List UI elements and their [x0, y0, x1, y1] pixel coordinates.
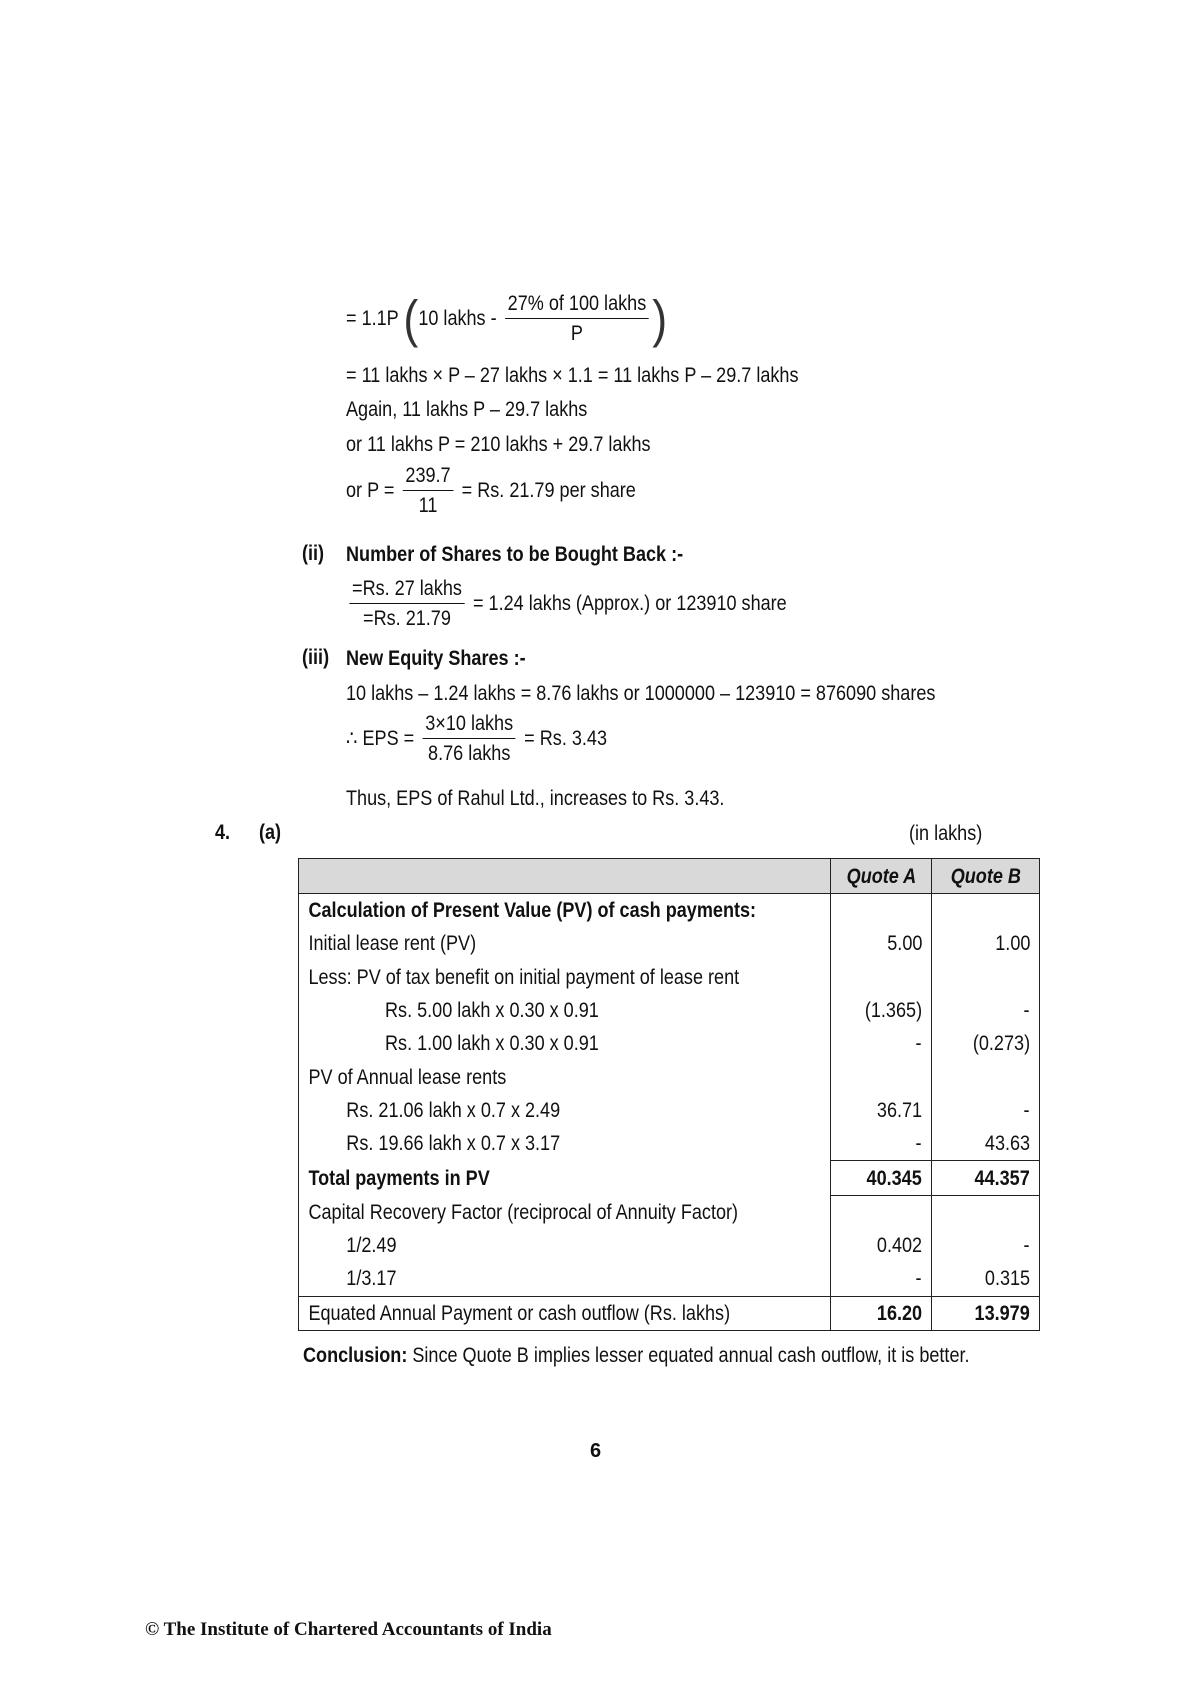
eps-equation: [346, 712, 607, 767]
row-a-cell: [831, 1262, 932, 1296]
part-iii-heading: New Equity Shares :-: [346, 647, 526, 670]
table-row: [299, 894, 1040, 928]
row-value-b: -: [1023, 1234, 1031, 1258]
eq-line-1-inner: 10 lakhs -: [418, 307, 497, 331]
fraction-numerator: 239.7: [403, 464, 453, 491]
row-label-cell: [299, 894, 831, 928]
row-a-cell: [831, 1127, 932, 1161]
right-paren: ): [652, 290, 668, 349]
question-number: 4.: [215, 821, 231, 844]
table-row: [299, 1127, 1040, 1161]
row-value-b: 44.357: [974, 1166, 1031, 1190]
row-label-cell: [299, 1127, 831, 1161]
table-row: [299, 994, 1040, 1027]
row-b-cell: [932, 1094, 1040, 1127]
row-value-b: (0.273): [972, 1032, 1031, 1056]
row-a-cell: [831, 894, 932, 928]
row-label: Rs. 21.06 lakh x 0.7 x 2.49: [346, 1098, 561, 1122]
fraction-denominator: =Rs. 21.79: [363, 607, 451, 630]
row-a-cell: [831, 1161, 932, 1195]
row-b-cell: [932, 1262, 1040, 1296]
eps-result: = Rs. 3.43: [524, 727, 608, 751]
row-value-a: 36.71: [876, 1098, 923, 1122]
header-quote-a-label: Quote A: [846, 864, 917, 888]
row-label: Equated Annual Payment or cash outflow (Rs. lakhs): [308, 1301, 731, 1325]
row-b-cell: [932, 894, 1040, 928]
table-row: [299, 1229, 1040, 1262]
lease-comparison-table: [298, 858, 1040, 1331]
footer-copyright: © The Institute of Chartered Accountants of India: [145, 1619, 552, 1640]
page-number: 6: [589, 1440, 602, 1462]
part-ii-result: = 1.24 lakhs (Approx.) or 123910 share: [472, 592, 787, 616]
row-value-a: 5.00: [886, 932, 923, 956]
header-quote-b-label: Quote B: [950, 864, 1022, 888]
part-ii-label: (ii): [302, 542, 325, 565]
header-blank-cell: [299, 859, 831, 894]
row-label: Total payments in PV: [308, 1166, 490, 1190]
row-b-cell: [932, 1161, 1040, 1195]
header-quote-b: [932, 859, 1040, 894]
conclusion-label: Conclusion:: [303, 1344, 408, 1367]
eq-line-5-suffix: = Rs. 21.79 per share: [461, 479, 636, 503]
row-value-a: 0.402: [876, 1234, 923, 1258]
row-label: Capital Recovery Factor (reciprocal of Annuity Factor): [308, 1200, 739, 1224]
row-value-a: -: [915, 1032, 923, 1056]
eq-line-5-prefix: or P =: [346, 479, 395, 503]
eq-line-5: [346, 464, 636, 519]
row-a-cell: [831, 1060, 932, 1093]
row-value-b: 1.00: [994, 932, 1031, 956]
eq-line-4: or 11 lakhs P = 210 lakhs + 29.7 lakhs: [346, 433, 651, 456]
row-label: Initial lease rent (PV): [308, 932, 477, 956]
row-b-cell: [932, 1195, 1040, 1229]
eq-line-1-prefix: = 1.1P: [346, 307, 399, 331]
fraction-239: [403, 464, 453, 519]
table-row: [299, 1060, 1040, 1093]
header-quote-a: [831, 859, 932, 894]
row-value-b: -: [1023, 1098, 1031, 1122]
table-row: [299, 1094, 1040, 1127]
row-value-b: 13.979: [974, 1301, 1031, 1325]
part-ii-equation: [346, 577, 787, 632]
part-iii-line-1: 10 lakhs – 1.24 lakhs = 8.76 lakhs or 1000000 – 123910 = 876090 shares: [346, 682, 936, 705]
row-b-cell: [932, 1296, 1040, 1330]
row-a-cell: [831, 994, 932, 1027]
table-row: [299, 961, 1040, 994]
row-label-cell: [299, 961, 831, 994]
fraction-numerator: =Rs. 27 lakhs: [349, 577, 464, 604]
table-row: [299, 1027, 1040, 1060]
row-value-a: -: [915, 1267, 923, 1291]
row-label-cell: [299, 1229, 831, 1262]
row-label-cell: [299, 1296, 831, 1330]
eq-line-2: = 11 lakhs × P – 27 lakhs × 1.1 = 11 lakhs P – 29.7 lakhs: [346, 364, 799, 387]
conclusion: [303, 1343, 970, 1369]
eq-line-3: Again, 11 lakhs P – 29.7 lakhs: [346, 398, 588, 421]
row-value-b: 43.63: [984, 1132, 1031, 1156]
row-label: Rs. 5.00 lakh x 0.30 x 0.91: [385, 999, 599, 1023]
row-label: Rs. 1.00 lakh x 0.30 x 0.91: [385, 1032, 599, 1056]
row-label-cell: [299, 1094, 831, 1127]
row-a-cell: [831, 1229, 932, 1262]
table-row-final: [299, 1296, 1040, 1330]
row-label-cell: [299, 1195, 831, 1229]
row-b-cell: [932, 1060, 1040, 1093]
row-value-a: 16.20: [876, 1301, 923, 1325]
fraction-denominator: 8.76 lakhs: [428, 742, 511, 765]
left-paren: (: [403, 290, 419, 349]
row-label: PV of Annual lease rents: [308, 1065, 507, 1089]
table-row-total: [299, 1161, 1040, 1195]
row-label: 1/2.49: [346, 1234, 397, 1258]
row-label: Less: PV of tax benefit on initial payment of lease rent: [308, 965, 740, 989]
row-value-a: 40.345: [866, 1166, 923, 1190]
table-header-row: [299, 859, 1040, 894]
row-b-cell: [932, 994, 1040, 1027]
row-b-cell: [932, 1127, 1040, 1161]
table-row: [299, 1195, 1040, 1229]
eq-line-1: [346, 292, 667, 347]
row-label-cell: [299, 994, 831, 1027]
row-value-a: (1.365): [864, 999, 923, 1023]
unit-note: (in lakhs): [909, 822, 983, 845]
row-a-cell: [831, 1094, 932, 1127]
part-iii-conclusion: Thus, EPS of Rahul Ltd., increases to Rs. 3.43.: [346, 787, 725, 810]
row-label-cell: [299, 927, 831, 960]
row-value-b: -: [1023, 999, 1031, 1023]
table-row: [299, 927, 1040, 960]
row-b-cell: [932, 1229, 1040, 1262]
row-a-cell: [831, 1027, 932, 1060]
fraction-eps: [423, 712, 516, 767]
fraction-numerator: 3×10 lakhs: [423, 712, 516, 739]
row-b-cell: [932, 1027, 1040, 1060]
row-a-cell: [831, 961, 932, 994]
question-part: (a): [259, 821, 282, 844]
fraction-numerator: 27% of 100 lakhs: [505, 292, 649, 319]
part-iii-label: (iii): [302, 646, 330, 669]
fraction-27pct: [505, 292, 649, 347]
part-ii-heading: Number of Shares to be Bought Back :-: [346, 543, 684, 566]
row-label: Rs. 19.66 lakh x 0.7 x 3.17: [346, 1132, 561, 1156]
row-label-cell: [299, 1161, 831, 1195]
fraction-denominator: P: [570, 322, 583, 345]
fraction-denominator: 11: [418, 494, 438, 517]
row-a-cell: [831, 927, 932, 960]
row-label: Calculation of Present Value (PV) of cash payments:: [308, 899, 757, 923]
table-row: [299, 1262, 1040, 1296]
row-label: 1/3.17: [346, 1267, 397, 1291]
row-value-a: -: [915, 1132, 923, 1156]
row-b-cell: [932, 927, 1040, 960]
fraction-shares: [349, 577, 464, 632]
row-label-cell: [299, 1262, 831, 1296]
conclusion-text: Since Quote B implies lesser equated annual cash outflow, it is better.: [407, 1344, 970, 1367]
row-a-cell: [831, 1296, 932, 1330]
row-b-cell: [932, 961, 1040, 994]
eps-prefix: ∴ EPS =: [346, 727, 415, 751]
row-a-cell: [831, 1195, 932, 1229]
row-value-b: 0.315: [984, 1267, 1031, 1291]
row-label-cell: [299, 1060, 831, 1093]
row-label-cell: [299, 1027, 831, 1060]
